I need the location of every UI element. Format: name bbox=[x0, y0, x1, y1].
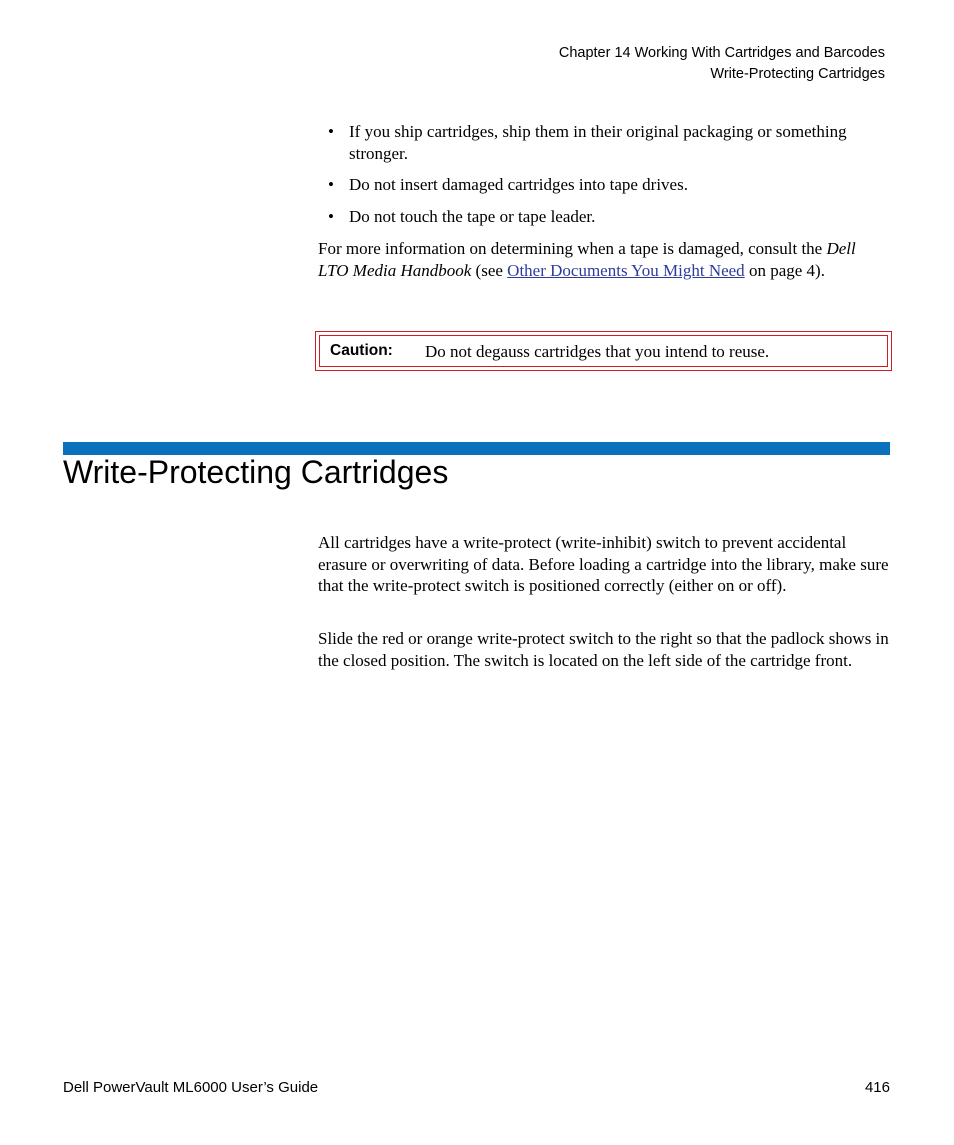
footer-title: Dell PowerVault ML6000 User’s Guide bbox=[63, 1079, 319, 1096]
header-section: Write-Protecting Cartridges bbox=[710, 66, 885, 82]
section-title: Write-Protecting Cartridges bbox=[63, 454, 449, 490]
page-number: 416 bbox=[864, 1079, 890, 1096]
header-chapter: Chapter 14 Working With Cartridges and Barcodes bbox=[558, 45, 885, 61]
list-item bbox=[318, 206, 890, 228]
other-documents-link[interactable]: Other Documents You Might Need bbox=[507, 260, 745, 280]
bullet-icon: • bbox=[328, 206, 334, 226]
paragraph: Slide the red or orange write-protect switch to the right so that the padlock shows in the closed position. The switch is located on the left side of the cartridge front. bbox=[318, 629, 889, 670]
book-title: Dell LTO Media Handbook bbox=[318, 239, 856, 280]
running-header bbox=[559, 43, 885, 85]
paragraph: All cartridges have a write-protect (write-inhibit) switch to prevent accidental erasure or overwriting of data. Before loading a cartridge into the library, make sure that the write-protect switch is positioned correctly (either on or off). bbox=[318, 533, 889, 595]
bullet-icon: • bbox=[328, 175, 334, 194]
caution-inner-border bbox=[319, 335, 888, 367]
list-item bbox=[318, 121, 890, 164]
bullet-list bbox=[318, 121, 890, 237]
bullet-text: Do not touch the tape or tape leader. bbox=[349, 206, 596, 226]
list-item bbox=[318, 174, 890, 196]
bullet-text: If you ship cartridges, ship them in their original packaging or something stronger. bbox=[349, 122, 847, 163]
bullet-icon: • bbox=[328, 122, 334, 141]
caution-box bbox=[315, 331, 892, 371]
caution-label: Caution: bbox=[330, 342, 393, 359]
caution-text: Do not degauss cartridges that you intend to reuse. bbox=[425, 342, 770, 361]
more-info-paragraph bbox=[318, 238, 890, 281]
bullet-text: Do not insert damaged cartridges into tape drives. bbox=[349, 175, 688, 194]
more-info-after: on page 4). bbox=[744, 260, 825, 280]
more-info-middle: (see bbox=[471, 260, 508, 280]
more-info-before: For more information on determining when a tape is damaged, consult the bbox=[318, 239, 827, 258]
